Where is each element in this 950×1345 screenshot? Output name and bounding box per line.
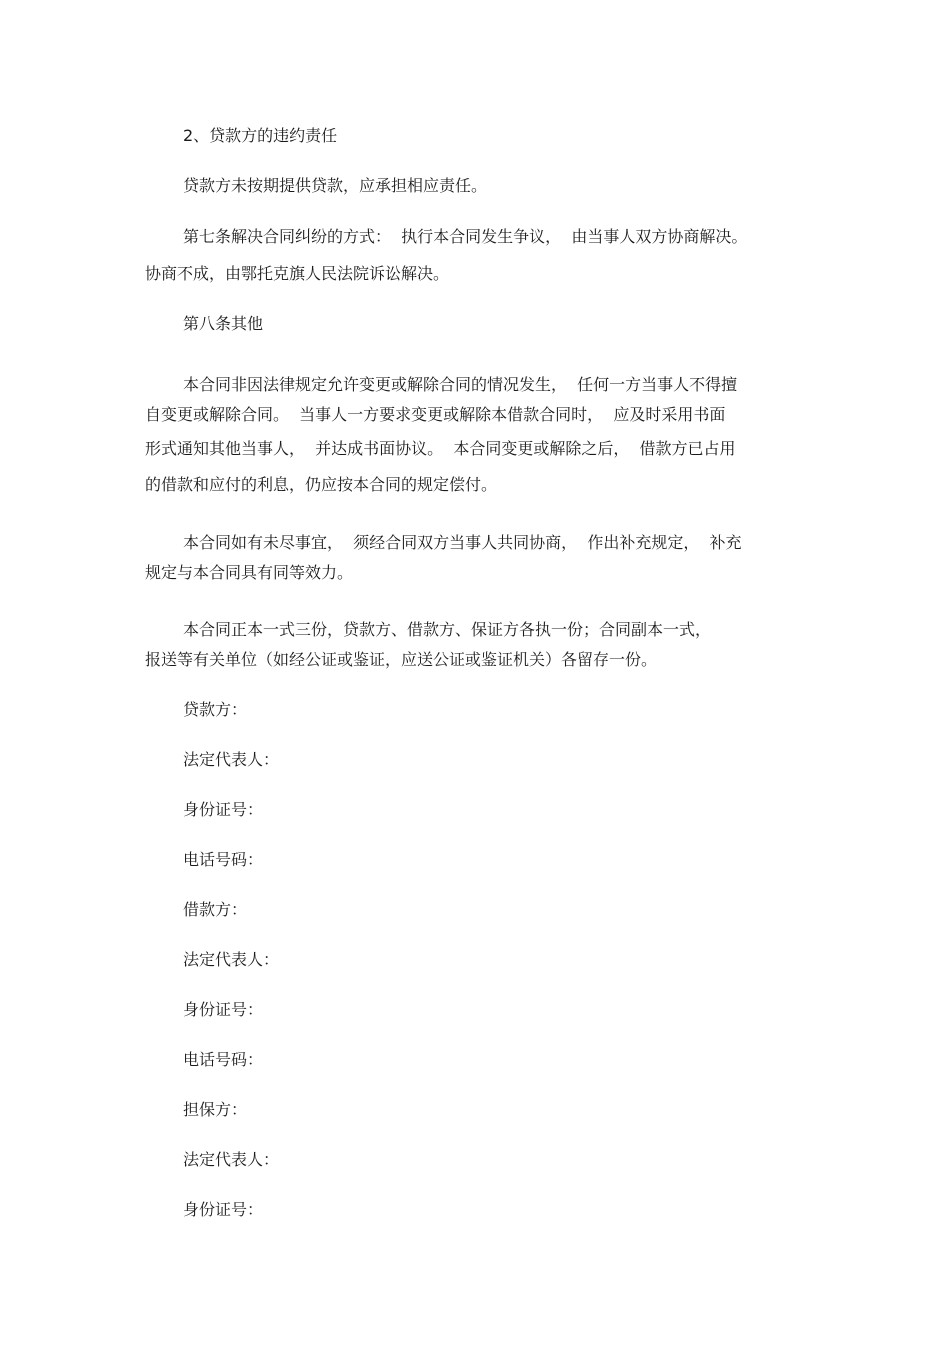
borrower-id-number: 身份证号： (183, 1000, 264, 1019)
lender-representative: 法定代表人： (183, 750, 280, 769)
article7-line2: 协商不成，由鄂托克旗人民法院诉讼解决。 (145, 264, 450, 283)
para-change-line2: 自变更或解除合同。 当事人一方要求变更或解除本借款合同时， 应及时采用书面 (145, 405, 726, 424)
para-copies-line1: 本合同正本一式三份，贷款方、借款方、保证方各执一份；合同副本一式， (183, 620, 712, 639)
guarantor-id-number: 身份证号： (183, 1200, 264, 1219)
para-supplement-line1: 本合同如有未尽事宜， 须经合同双方当事人共同协商， 作出补充规定， 补充 (183, 533, 742, 552)
para-supplement-line2: 规定与本合同具有同等效力。 (145, 563, 354, 582)
section-heading: 2、贷款方的违约责任 (183, 126, 338, 145)
guarantor-label: 担保方： (183, 1100, 248, 1119)
lender-id-number: 身份证号： (183, 800, 264, 819)
article8-title: 第八条其他 (183, 314, 264, 333)
para-copies-line2: 报送等有关单位（如经公证或鉴证，应送公证或鉴证机关）各留存一份。 (145, 650, 658, 669)
para-change-line3: 形式通知其他当事人， 并达成书面协议。 本合同变更或解除之后， 借款方已占用 (145, 439, 736, 458)
para-change-line1: 本合同非因法律规定允许变更或解除合同的情况发生， 任何一方当事人不得擅 (183, 375, 738, 394)
borrower-label: 借款方： (183, 900, 248, 919)
borrower-representative: 法定代表人： (183, 950, 280, 969)
lender-liability-text: 贷款方未按期提供贷款，应承担相应责任。 (183, 176, 488, 195)
guarantor-representative: 法定代表人： (183, 1150, 280, 1169)
para-change-line4: 的借款和应付的利息，仍应按本合同的规定偿付。 (145, 475, 498, 494)
lender-label: 贷款方： (183, 700, 248, 719)
lender-phone: 电话号码： (183, 850, 264, 869)
borrower-phone: 电话号码： (183, 1050, 264, 1069)
article7-line1: 第七条解决合同纠纷的方式： 执行本合同发生争议， 由当事人双方协商解决。 (183, 227, 748, 246)
